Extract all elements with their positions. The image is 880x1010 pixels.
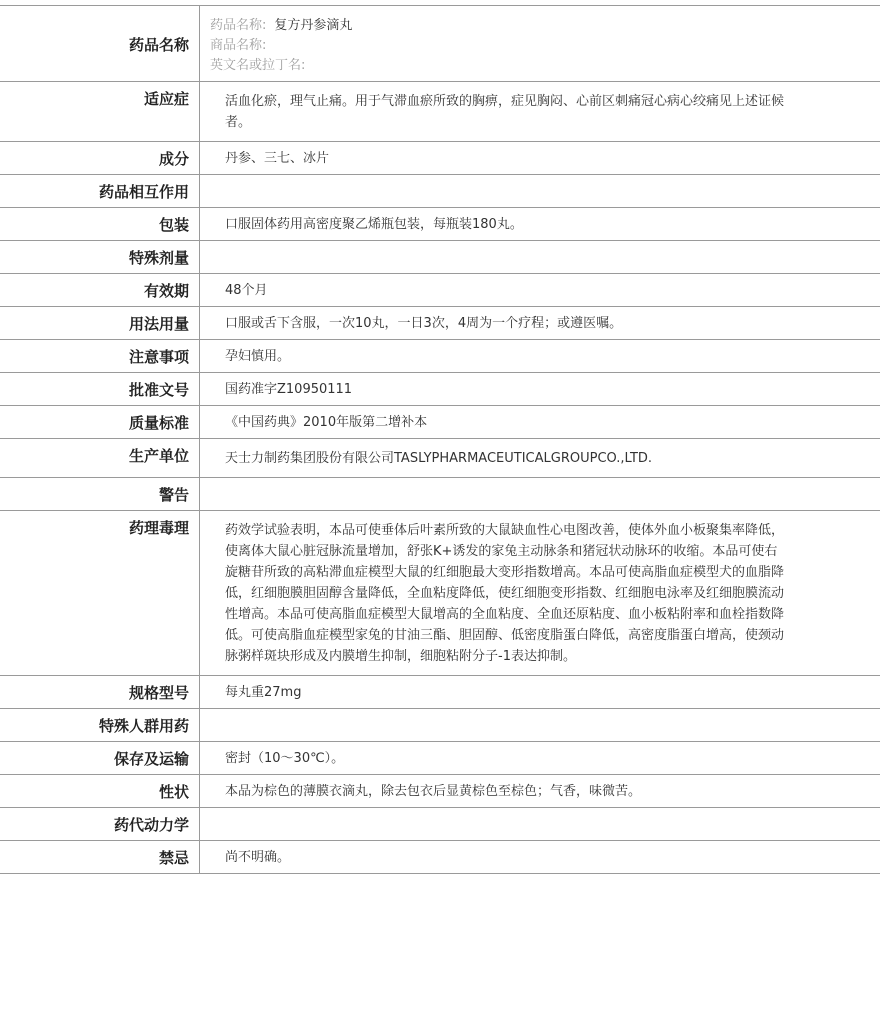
specification-label: 规格型号 <box>0 676 200 708</box>
english-name-line <box>210 56 870 76</box>
special-dosage-value <box>200 241 880 273</box>
drug-name-label: 药品名称 <box>0 6 200 81</box>
pharmacokinetics-label: 药代动力学 <box>0 808 200 840</box>
special-dosage-label: 特殊剂量 <box>0 241 200 273</box>
storage-label: 保存及运输 <box>0 742 200 774</box>
warning-label: 警告 <box>0 478 200 510</box>
manufacturer-row <box>0 439 880 478</box>
specification-row <box>0 676 880 709</box>
packaging-label: 包装 <box>0 208 200 240</box>
shelf-life-label: 有效期 <box>0 274 200 306</box>
drug-name-value <box>200 6 880 81</box>
approval-number-label: 批准文号 <box>0 373 200 405</box>
pharmacology-toxicology-label: 药理毒理 <box>0 511 200 675</box>
description-value: 本品为棕色的薄膜衣滴丸，除去包衣后显黄棕色至棕色；气香，味微苦。 <box>225 784 642 799</box>
dosage-row <box>0 307 880 340</box>
ingredients-value: 丹参、三七、冰片 <box>225 151 330 166</box>
ingredients-row <box>0 142 880 175</box>
pharmacokinetics-value <box>200 808 880 840</box>
generic-name-value: 复方丹参滴丸 <box>274 18 353 33</box>
description-row <box>0 775 880 808</box>
approval-number-row <box>0 373 880 406</box>
quality-standard-row <box>0 406 880 439</box>
quality-standard-value: 《中国药典》2010年版第二增补本 <box>225 415 428 430</box>
packaging-row <box>0 208 880 241</box>
generic-name-line <box>210 16 870 36</box>
drug-interactions-row <box>0 175 880 208</box>
dosage-value: 口服或舌下含服，一次10丸，一日3次，4周为一个疗程；或遵医嘱。 <box>225 316 623 331</box>
special-populations-row <box>0 709 880 742</box>
shelf-life-row <box>0 274 880 307</box>
pharmacology-toxicology-row <box>0 511 880 676</box>
precautions-value: 孕妇慎用。 <box>225 349 291 364</box>
generic-name-key: 药品名称: <box>210 18 267 33</box>
drug-interactions-value <box>200 175 880 207</box>
specification-value: 每丸重27mg <box>225 685 302 700</box>
manufacturer-value: 天士力制药集团股份有限公司TASLYPHARMACEUTICALGROUPCO.,LTD. <box>225 451 653 466</box>
warning-value <box>200 478 880 510</box>
trade-name-line <box>210 36 870 56</box>
english-name-key: 英文名或拉丁名: <box>210 58 306 73</box>
storage-value: 密封（10～30℃）。 <box>225 751 345 766</box>
special-dosage-row <box>0 241 880 274</box>
contraindications-row <box>0 841 880 874</box>
indications-label: 适应症 <box>0 82 200 141</box>
drug-info-table <box>0 5 880 874</box>
indications-row <box>0 82 880 142</box>
packaging-value: 口服固体药用高密度聚乙烯瓶包装，每瓶装180丸。 <box>225 217 523 232</box>
storage-row <box>0 742 880 775</box>
quality-standard-label: 质量标准 <box>0 406 200 438</box>
precautions-row <box>0 340 880 373</box>
ingredients-label: 成分 <box>0 142 200 174</box>
pharmacology-toxicology-value: 药效学试验表明，本品可使垂体后叶素所致的大鼠缺血性心电图改善，使体外血小板聚集率降低，使离体大鼠心脏冠脉流量增加，舒张K+诱发的家兔主动脉条和猪冠状动脉环的收缩。本品可使右旋糖苷所致的高粘滞血症模型大鼠的红细胞最大变形指数增高。本品可使高脂血症模型犬的血脂降低，红细胞膜胆固醇含量降低，全血粘度降低，使红细胞变形指数、红细胞电泳率及红细胞膜流动性增高。本品可使高脂血症模型大鼠增高的全血粘度、全血还原粘度、血小板粘附率和血栓指数降低。可使高脂血症模型家兔的甘油三酯、胆固醇、低密度脂蛋白降低，高密度脂蛋白增高，使颈动脉粥样斑块形成及内膜增生抑制，细胞粘附分子-1表达抑制。 <box>225 523 785 664</box>
drug-name-row <box>0 6 880 82</box>
description-label: 性状 <box>0 775 200 807</box>
contraindications-label: 禁忌 <box>0 841 200 873</box>
contraindications-value: 尚不明确。 <box>225 850 291 865</box>
special-populations-label: 特殊人群用药 <box>0 709 200 741</box>
drug-interactions-label: 药品相互作用 <box>0 175 200 207</box>
trade-name-key: 商品名称: <box>210 38 267 53</box>
indications-value: 活血化瘀，理气止痛。用于气滞血瘀所致的胸痹，症见胸闷、心前区刺痛冠心病心绞痛见上述证候者。 <box>225 94 785 130</box>
warning-row <box>0 478 880 511</box>
special-populations-value <box>200 709 880 741</box>
manufacturer-label: 生产单位 <box>0 439 200 477</box>
dosage-label: 用法用量 <box>0 307 200 339</box>
pharmacokinetics-row <box>0 808 880 841</box>
precautions-label: 注意事项 <box>0 340 200 372</box>
shelf-life-value: 48个月 <box>225 283 268 298</box>
approval-number-value: 国药准字Z10950111 <box>225 382 353 397</box>
